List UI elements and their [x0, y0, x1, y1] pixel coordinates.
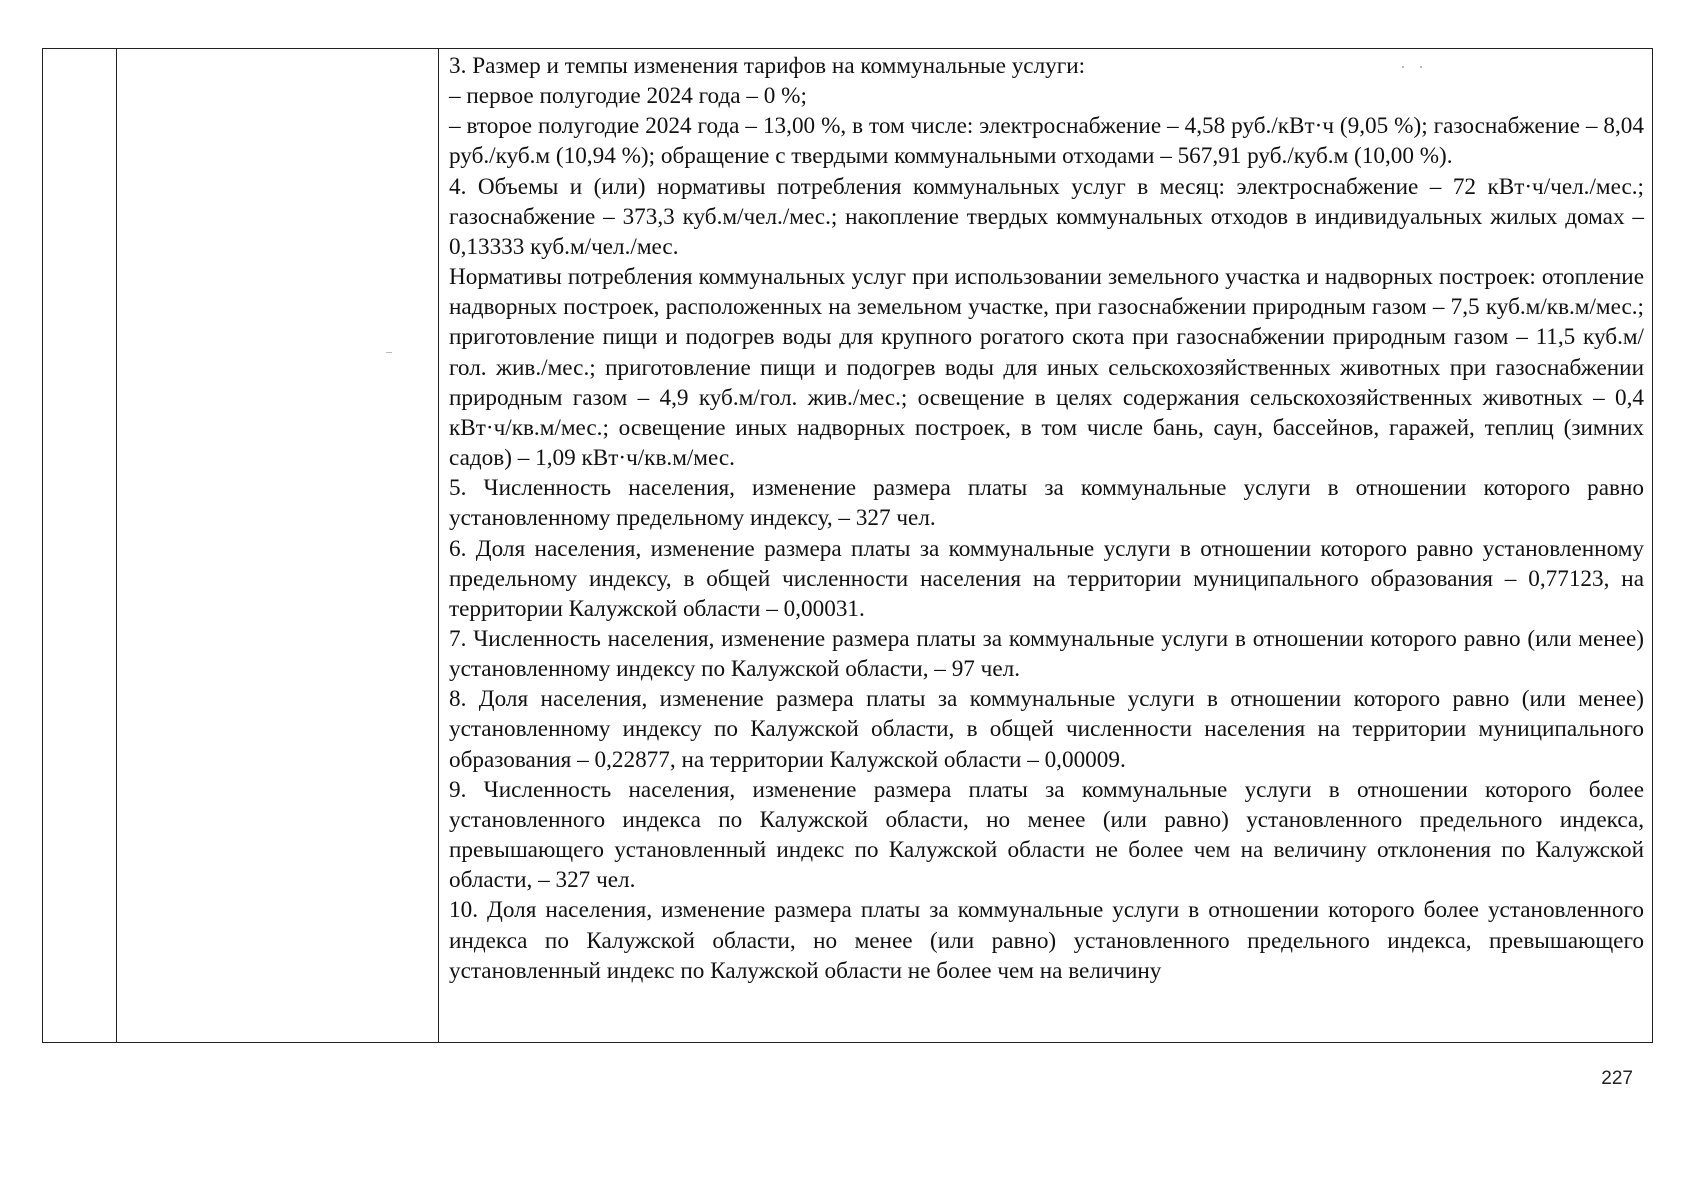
paragraph-10: 10. Доля населения, изменение размера платы за коммунальные услуги в отношении которого более установленного индекса по Калужской области, но менее (или равно) установленного предельного индекса, превышающего установленный индекс по Калужской области не более чем на величину: [449, 897, 1644, 984]
paragraph-4: 4. Объемы и (или) нормативы потребления коммунальных услуг в месяц: электроснабжение – 72 кВт·ч/чел./мес.; газоснабжение – 373,3 куб.м/чел./мес.; накопление твердых коммунальных отходов в индивидуальных жилых домах – 0,13333 куб.м/чел./мес.: [449, 173, 1644, 260]
number-column-cell: [43, 49, 117, 1042]
content-column-cell: [439, 49, 1652, 1042]
document-table: [42, 48, 1653, 1043]
paragraph-3-title: 3. Размер и темпы изменения тарифов на коммунальные услуги:: [449, 53, 1086, 79]
scan-speck: [386, 352, 392, 353]
page-number: 227: [1601, 1068, 1633, 1089]
paragraph-norms: Нормативы потребления коммунальных услуг при использовании земельного участка и надворных построек: отопление надворных построек, расположенных на земельном участке, при газоснабжении природным газом – 7,5 куб.м/кв.м/мес.; приготовление пищи и подогрев воды для крупного рогатого скота при газоснабжении природным газом – 11,5 куб.м/гол. жив./мес.; приготовление пищи и подогрев воды для иных сельскохозяйственных животных при газоснабжении природным газом – 4,9 куб.м/гол. жив./мес.; освещение в целях содержания сельскохозяйственных животных – 0,4 кВт·ч/кв.м/мес.; освещение иных надворных построек, в том числе бань, саун, бассейнов, гаражей, теплиц (зимних садов) – 1,09 кВт·ч/кв.м/мес.: [449, 264, 1644, 472]
paragraph-9: 9. Численность населения, изменение размера платы за коммунальные услуги в отношении которого более установленного индекса по Калужской области, но менее (или равно) установленного предельного индекса, превышающего установленный индекс по Калужской области не более чем на величину отклонения по Калужской области, – 327 чел.: [449, 776, 1644, 894]
scan-speck: [1402, 66, 1404, 68]
paragraph-3-second-half: – второе полугодие 2024 года – 13,00 %, в том числе: электроснабжение – 4,58 руб./кВт·ч (9,05 %); газоснабжение – 8,04 руб./куб.м (10,94 %); обращение с твердыми коммунальными отходами – 567,91 руб./куб.м (10,00 %).: [449, 113, 1644, 170]
paragraph-8: 8. Доля населения, изменение размера платы за коммунальные услуги в отношении которого равно (или менее) установленному индексу по Калужской области, в общей численности населения на территории муниципального образования – 0,22877, на территории Калужской области – 0,00009.: [449, 686, 1644, 773]
paragraph-7: 7. Численность населения, изменение размера платы за коммунальные услуги в отношении которого равно (или менее) установленному индексу по Калужской области, – 97 чел.: [449, 625, 1644, 683]
paragraph-3-first-half: – первое полугодие 2024 года – 0 %;: [449, 83, 807, 110]
paragraph-5: 5. Численность населения, изменение размера платы за коммунальные услуги в отношении которого равно установленному предельному индексу, – 327 чел.: [449, 475, 1644, 532]
name-column-cell: [117, 49, 439, 1042]
paragraph-6: 6. Доля населения, изменение размера платы за коммунальные услуги в отношении которого равно установленному предельному индексу, в общей численности населения на территории муниципального образования – 0,77123, на территории Калужской области – 0,00031.: [449, 535, 1644, 622]
scan-speck: [1420, 66, 1422, 68]
